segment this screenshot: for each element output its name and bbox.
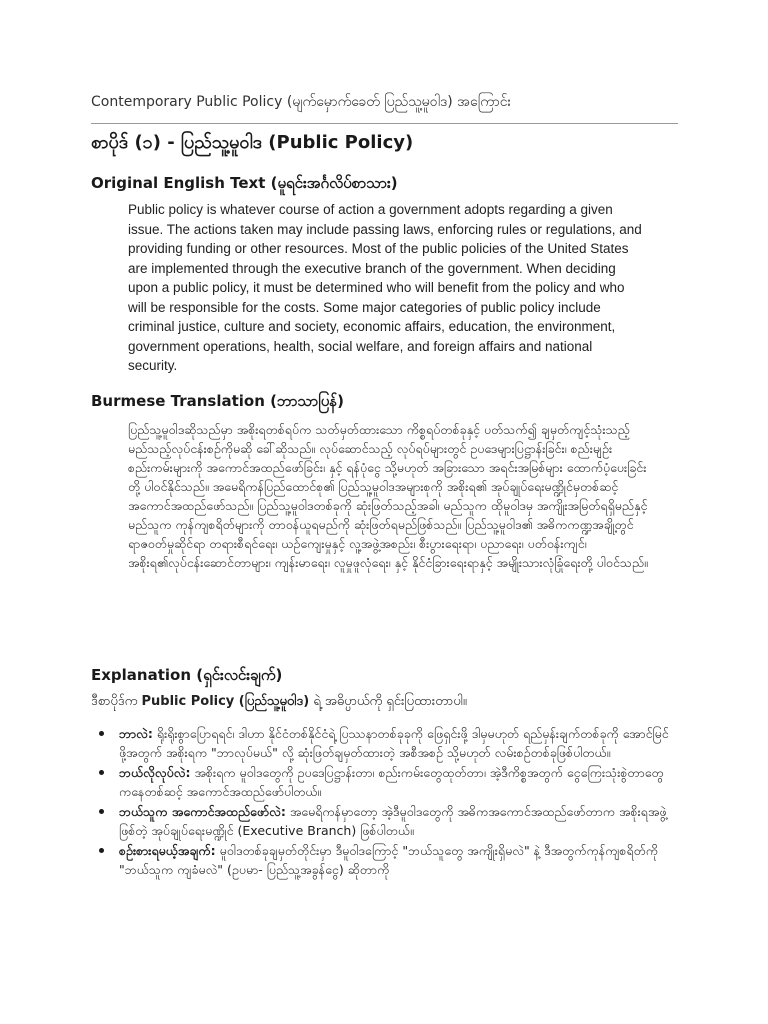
bullet-term: စဉ်းစားရမယ့်အချက်:: [119, 843, 216, 858]
original-text-heading: Original English Text (မူရင်းအင်္ဂလိပ်စာသား): [91, 174, 398, 192]
intro-prefix: ဒီစာပိုဒ်က: [91, 694, 138, 709]
bullet-item-how: [95, 763, 670, 801]
bullet-dot-icon: [99, 770, 104, 775]
bullet-text: အစိုးရက မူဝါဒတွေကို ဥပဒေပြဋ္ဌာန်းတာ၊ စည်းကမ်းတွေထုတ်တာ၊ အဲ့ဒီကိစ္စအတွက် ငွေကြေးသုံးစွဲတာတွေကနေတစ်ဆင့် အကောင်အထည်ဖော်ပါတယ်။: [119, 765, 664, 799]
header-divider: [91, 123, 678, 124]
bullet-term: ဘယ်သူက အကောင်အထည်ဖော်လဲ:: [119, 804, 286, 819]
bullet-term: ဘယ်လိုလုပ်လဲ:: [119, 765, 191, 780]
burmese-translation-paragraph: ပြည်သူ့မူဝါဒဆိုသည်မှာ အစိုးရတစ်ရပ်က သတ်မှတ်ထားသော ကိစ္စရပ်တစ်ခုနှင့် ပတ်သက်၍ ချမှတ်ကျင့်သုံးသည့် မည်သည့်လုပ်ငန်းစဉ်ကိုမဆို ခေါ်ဆိုသည်။ လုပ်ဆောင်သည့် လုပ်ရပ်များတွင် ဥပဒေများပြဋ္ဌာန်းခြင်း၊ စည်းမျဉ်းစည်းကမ်းများကို အကောင်အထည်ဖော်ခြင်း၊ နှင့် ရန်ပုံငွေ သို့မဟုတ် အခြားသော အရင်းအမြစ်များ ထောက်ပံ့ပေးခြင်းတို့ ပါဝင်နိုင်သည်။ အမေရိကန်ပြည်ထောင်စု၏ ပြည်သူ့မူဝါဒအများစုကို အစိုးရ၏ အုပ်ချုပ်ရေးမဏ္ဍိုင်မှတစ်ဆင့် အကောင်အထည်ဖော်သည်။ ပြည်သူ့မူဝါဒတစ်ခုကို ဆုံးဖြတ်သည့်အခါ၊ မည်သူက ထိုမူဝါဒမှ အကျိုးအမြတ်ရရှိမည်နှင့် မည်သူက ကုန်ကျစရိတ်များကို တာဝန်ယူရမည်ကို ဆုံးဖြတ်ရမည်ဖြစ်သည်။ ပြည်သူ့မူဝါဒ၏ အဓိကကဏ္ဍအချို့တွင် ရာဇဝတ်မှုဆိုင်ရာ တရားစီရင်ရေး၊ ယဉ်ကျေးမှုနှင့် လူ့အဖွဲ့အစည်း၊ စီးပွားရေးရာ၊ ပညာရေး၊ ပတ်ဝန်းကျင်၊ အစိုးရ၏လုပ်ငန်းဆောင်တာများ၊ ကျန်းမာရေး၊ လူမှုဖူလုံရေး၊ နှင့် နိုင်ငံခြားရေးရာနှင့် အမျိုးသားလုံခြုံရေးတို့ ပါဝင်သည်။: [128, 422, 648, 570]
bullet-item-who: [95, 802, 670, 840]
burmese-translation-heading: Burmese Translation (ဘာသာပြန်): [91, 392, 344, 410]
explanation-heading: Explanation (ရှင်းလင်းချက်): [91, 666, 283, 684]
burmese-translation-block: [128, 420, 648, 572]
bullet-dot-icon: [99, 809, 104, 814]
bullet-text: မူဝါဒတစ်ခုချမှတ်တိုင်းမှာ ဒီမူဝါဒကြောင့် "ဘယ်သူတွေ အကျိုးရှိမလဲ" နဲ့ ဒီအတွက်ကုန်ကျစရိတ်ကို "ဘယ်သူက ကျခံမလဲ" (ဥပမာ- ပြည်သူ့အခွန်ငွေ) ဆိုတာကို: [119, 843, 659, 877]
original-text-block: [128, 200, 643, 376]
bullet-dot-icon: [99, 848, 104, 853]
bullet-dot-icon: [99, 731, 104, 736]
explanation-bullet-list: [95, 724, 670, 880]
original-text-paragraph: Public policy is whatever course of action a government adopts regarding a given issue. The actions taken may include passing laws, enforcing rules or regulations, and providing funding or other resources. Most of the public policies of the United States are implemented through the executive branch of the government. When deciding upon a public policy, it must be determined who will benefit from the policy and who will be responsible for the costs. Some major categories of public policy include criminal justice, culture and society, economic affairs, education, the environment, government operations, health, social welfare, and foreign affairs and national security.: [128, 202, 642, 373]
bullet-item-what: [95, 724, 670, 762]
bullet-text: ရိုးရိုးစွာပြောရရင်၊ ဒါဟာ နိုင်ငံတစ်နိုင်ငံရဲ့ ပြဿနာတစ်ခုခုကို ဖြေရှင်းဖို့ ဒါမှမဟုတ် ရည်မှန်းချက်တစ်ခုကို အောင်မြင်ဖို့အတွက် အစိုးရက "ဘာလုပ်မယ်" လို့ ဆုံးဖြတ်ချမှတ်ထားတဲ့ အစီအစဉ် သို့မဟုတ် လမ်းစဉ်တစ်ခုဖြစ်ပါတယ်။: [119, 726, 669, 760]
explanation-intro: [91, 693, 691, 712]
bullet-text: အမေရိကန်မှာတော့ အဲ့ဒီမူဝါဒတွေကို အဓိကအကောင်အထည်ဖော်တာက အစိုးရအဖွဲ့ဖြစ်တဲ့ အုပ်ချုပ်ရေးမဏ္ဍိုင် (Executive Branch) ဖြစ်ပါတယ်။: [119, 804, 667, 838]
intro-term: Public Policy (ပြည်သူ့မူဝါဒ): [141, 694, 310, 709]
running-header: Contemporary Public Policy (မျက်မှောက်ခေတ် ပြည်သူ့မူဝါဒ) အကြောင်း: [91, 94, 512, 110]
bullet-term: ဘာလဲ:: [119, 726, 153, 741]
intro-suffix: ရဲ့ အဓိပ္ပာယ်ကို ရှင်းပြထားတာပါ။: [313, 694, 467, 709]
chapter-title: စာပိုဒ် (၁) - ပြည်သူ့မူဝါဒ (Public Policy): [91, 132, 414, 153]
bullet-item-consider: [95, 841, 670, 879]
